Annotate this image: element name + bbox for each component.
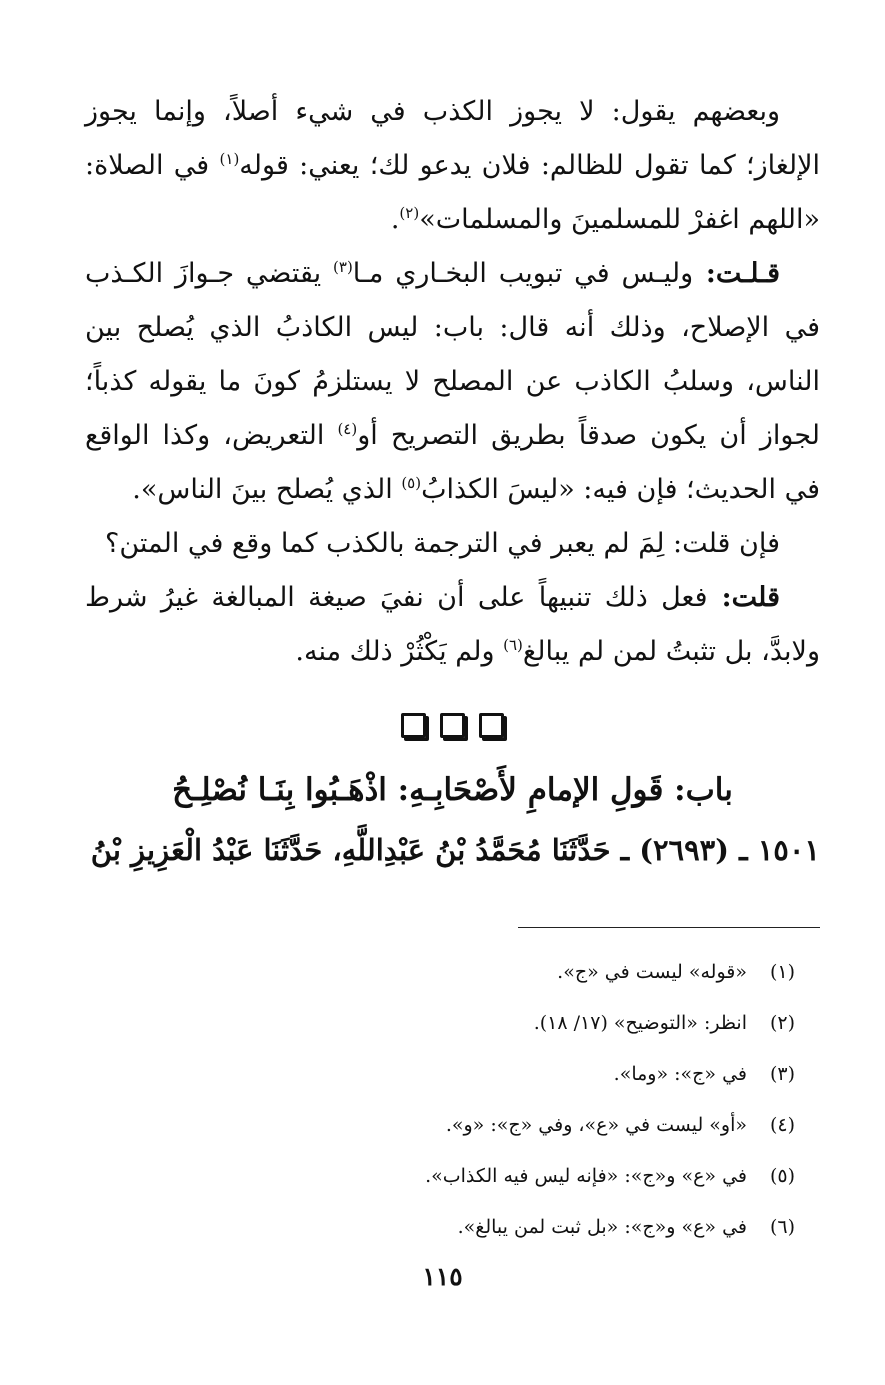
paragraph-2 xyxy=(85,247,820,517)
text-run: ولم يَكْثُرْ ذلك منه. xyxy=(295,636,504,667)
footnote xyxy=(95,998,795,1049)
footnote-text: في «ج»: «وما». xyxy=(613,1063,747,1085)
text-run: الذي يُصلح بينَ الناس». xyxy=(132,474,402,505)
keyword-qultu: قـلـت: xyxy=(693,258,780,289)
footnote-ref-3: (٣) xyxy=(333,258,353,276)
text-run: في الصلاة: «اللهم اغفرْ للمسلمينَ والمسلمات» xyxy=(85,150,820,235)
text-run: وليـس في تبويب البخـاري مـا xyxy=(352,258,694,289)
footnote-text: في «ع» و«ج»: «بل ثبت لمن يبالغ». xyxy=(457,1216,747,1238)
footnote xyxy=(95,1049,795,1100)
footnote xyxy=(95,1202,795,1253)
footnote-ref-5: (٥) xyxy=(401,474,422,492)
paragraph-4 xyxy=(85,571,820,679)
text-run: فعل ذلك تنبيهاً على أن نفيَ صيغة المبالغة غيرُ شرط ولابدَّ، بل تثبتُ لمن لم يبالغ xyxy=(85,582,820,667)
paragraph-3 xyxy=(85,517,820,571)
footnotes xyxy=(95,947,795,1253)
footnote-number: (٥) xyxy=(769,1165,795,1187)
square-ornament-icon xyxy=(479,713,504,738)
footnote-number: (٦) xyxy=(769,1216,795,1238)
footnote-text: في «ع» و«ج»: «فإنه ليس فيه الكذاب». xyxy=(425,1165,747,1187)
footnote-text: «أو» ليست في «ع»، وفي «ج»: «و». xyxy=(445,1114,747,1136)
footnote xyxy=(95,1100,795,1151)
hadith-line: ١٥٠١ ـ (٢٦٩٣) ـ حَدَّثَنَا مُحَمَّدُ بْنُ عَبْدِاللَّهِ، حَدَّثَنَا عَبْدُ الْعَزِيزِ بْنُ xyxy=(90,833,820,867)
section-ornament xyxy=(85,713,820,738)
footnote-text: «قوله» ليست في «ج». xyxy=(557,961,747,983)
footnote-number: (١) xyxy=(769,961,795,983)
chapter-title: باب: قَولِ الإمامِ لأَصْحَابِـهِ: اذْهَـبُوا بِنَـا نُصْلِـحُ xyxy=(172,772,733,808)
text-run: يقتضي جـوازَ الكـذب في الإصلاح، وذلك أنه قال: باب: ليس الكاذبُ الذي يُصلح بين الناس، وسلبُ الكاذب عن المصلح لا يستلزمُ كونَ ما يقوله كذباً؛ لجواز أن يكون صدقاً بطريق التصريح أو xyxy=(85,258,820,451)
footnote-number: (٤) xyxy=(769,1114,795,1136)
text-run: وبعضهم يقول: لا يجوز الكذب في شيء أصلاً، وإنما يجوز الإلغاز؛ كما تقول للظالم: فلان يدعو لك؛ يعني: قوله xyxy=(85,96,820,181)
footnote-ref-2: (٢) xyxy=(399,204,420,222)
text-run: فإن قلت: لِمَ لم يعبر في الترجمة بالكذب كما وقع في المتن؟ xyxy=(104,528,780,559)
text-run: التعريض، وكذا الواقع في الحديث؛ فإن فيه: «ليسَ الكذابُ xyxy=(85,420,820,505)
footnote xyxy=(95,947,795,998)
text-run: . xyxy=(390,204,400,235)
footnote-number: (٢) xyxy=(769,1012,795,1034)
square-ornament-icon xyxy=(440,713,465,738)
paragraph-1 xyxy=(85,85,820,247)
main-text xyxy=(85,85,820,679)
page-number: ١١٥ xyxy=(422,1262,463,1291)
page xyxy=(85,85,820,1238)
keyword-qultu: قلت: xyxy=(707,582,780,613)
footnote-ref-1: (١) xyxy=(219,150,240,168)
footnote-ref-6: (٦) xyxy=(503,636,523,654)
footnote-number: (٣) xyxy=(769,1063,795,1085)
square-ornament-icon xyxy=(401,713,426,738)
footnote-separator xyxy=(518,927,820,928)
footnote xyxy=(95,1151,795,1202)
footnote-text: انظر: «التوضيح» (١٧/ ١٨). xyxy=(533,1012,747,1034)
footnote-ref-4: (٤) xyxy=(337,420,358,438)
